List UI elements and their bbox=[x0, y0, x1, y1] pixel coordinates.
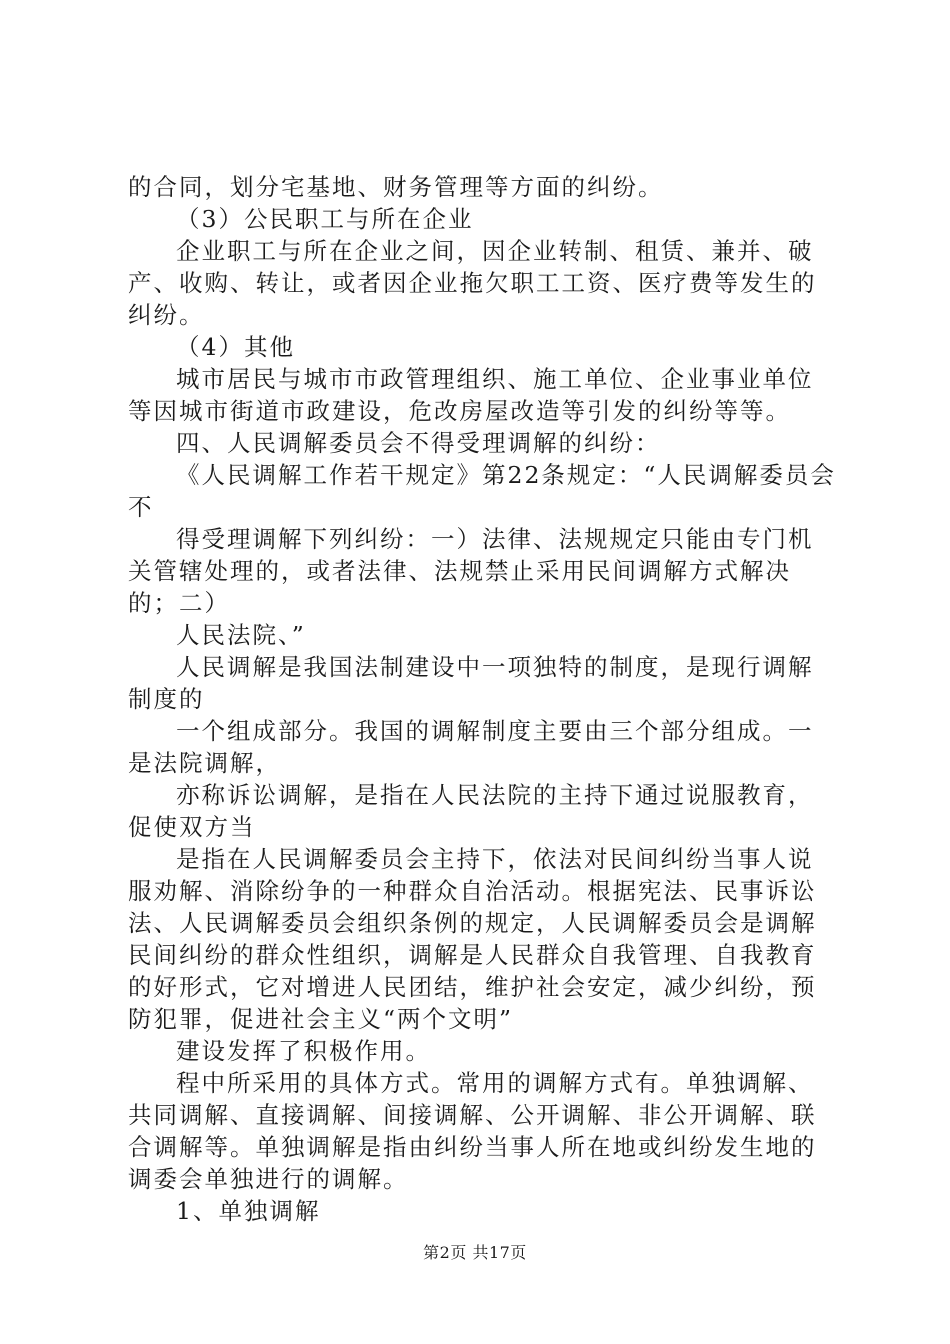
paragraph: 人民调解是我国法制建设中一项独特的制度，是现行调解制度的 bbox=[128, 653, 814, 713]
paragraph: 《人民调解工作若干规定》第22条规定：“人民调解委员会不 bbox=[128, 461, 836, 521]
paragraph: 的合同，划分宅基地、财务管理等方面的纠纷。 bbox=[128, 173, 664, 201]
paragraph: 城市居民与城市市政管理组织、施工单位、企业事业单位等因城市街道市政建设，危改房屋改造等引发的纠纷等等。 bbox=[128, 365, 814, 425]
paragraph: 一个组成部分。我国的调解制度主要由三个部分组成。一是法院调解， bbox=[128, 717, 814, 777]
page-number-label: 第2页 共17页 bbox=[423, 1243, 527, 1262]
paragraph: 企业职工与所在企业之间，因企业转制、租赁、兼并、破产、收购、转让，或者因企业拖欠职工工资、医疗费等发生的纠纷。 bbox=[128, 237, 817, 329]
paragraph-heading: 1、单独调解 bbox=[176, 1197, 321, 1225]
paragraph: 程中所采用的具体方式。常用的调解方式有。单独调解、共同调解、直接调解、间接调解、公开调解、非公开调解、联合调解等。单独调解是指由纠纷当事人所在地或纠纷发生地的调委会单独进行的调解。 bbox=[128, 1069, 817, 1193]
paragraph: 建设发挥了积极作用。 bbox=[176, 1037, 431, 1065]
document-body bbox=[128, 171, 838, 1227]
section-heading: 四、人民调解委员会不得受理调解的纠纷： bbox=[176, 429, 661, 457]
paragraph: 是指在人民调解委员会主持下，依法对民间纠纷当事人说服劝解、消除纷争的一种群众自治活动。根据宪法、民事诉讼法、人民调解委员会组织条例的规定，人民调解委员会是调解民间纠纷的群众性组织，调解是人民群众自我管理、自我教育的好形式，它对增进人民团结，维护社会安定，减少纠纷，预防犯罪，促进社会主义“两个文明” bbox=[128, 845, 817, 1033]
page-footer bbox=[0, 1243, 950, 1263]
paragraph: 亦称诉讼调解，是指在人民法院的主持下通过说服教育，促使双方当 bbox=[128, 781, 814, 841]
paragraph-heading: （4）其他 bbox=[176, 333, 295, 361]
paragraph: 得受理调解下列纠纷：一）法律、法规规定只能由专门机关管辖处理的，或者法律、法规禁止采用民间调解方式解决的；二） bbox=[128, 525, 814, 617]
paragraph-heading: （3）公民职工与所在企业 bbox=[176, 205, 474, 233]
paragraph: 人民法院、” bbox=[176, 621, 306, 649]
